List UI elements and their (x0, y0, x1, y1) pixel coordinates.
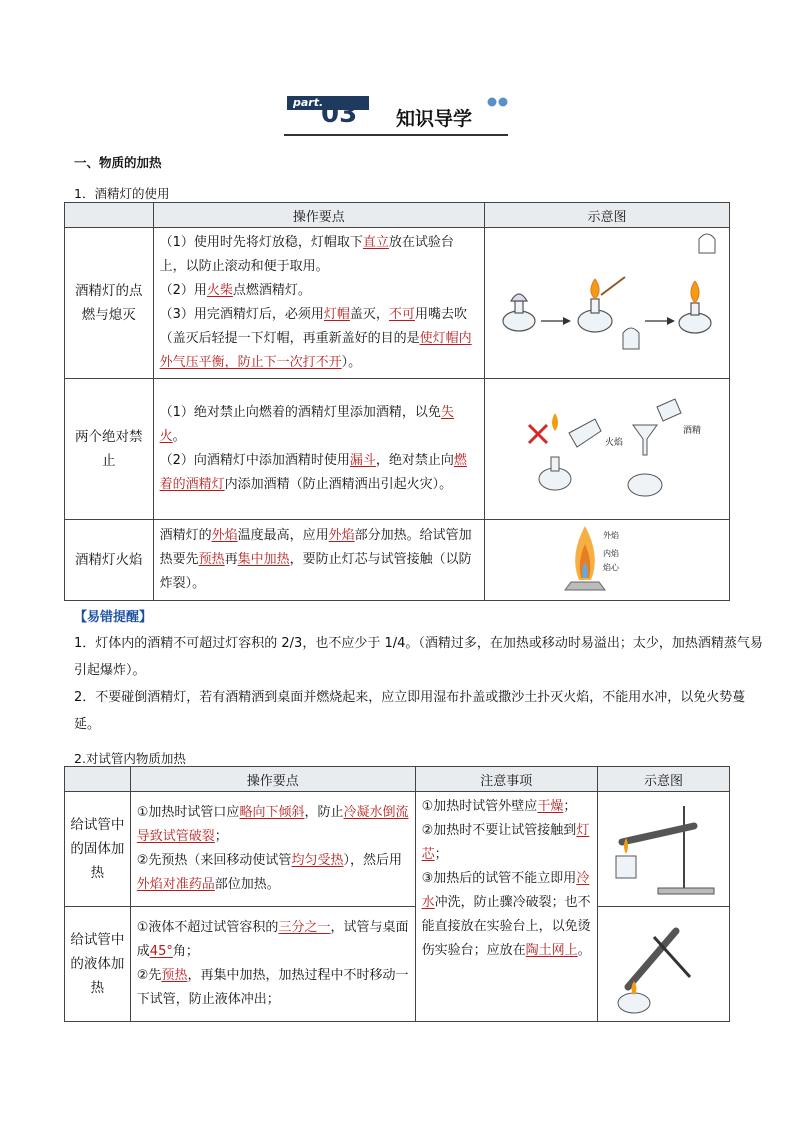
text: ②先 (136, 968, 162, 983)
table-row (65, 228, 730, 379)
text: ，防止 (304, 805, 344, 820)
funnel-refill-icon (628, 399, 681, 496)
liquid-heating-diagram (598, 907, 729, 1017)
section-heading: 一、物质的加热 (74, 155, 162, 170)
text: ； (434, 847, 448, 862)
text: ，再集中加热，加热过程中不时移动一下试管，防止液体冲出； (136, 968, 409, 1007)
cap-icon (623, 328, 639, 349)
lamp-lighting-diagram (485, 229, 729, 373)
lamp-burning-icon (679, 281, 711, 333)
header-diagram: 示意图 (597, 767, 729, 792)
row-label-text: 两个绝对禁止 (75, 429, 143, 469)
forbidden-refill-icon (529, 413, 601, 490)
text: ①加热时试管外壁应 (421, 799, 538, 814)
row-label-prohibitions (65, 379, 154, 520)
tips-title: 【易错提醒】 (74, 610, 153, 625)
fig-label-core: 焰心 (602, 563, 619, 572)
page-title: 知识导学 (396, 108, 473, 130)
answer-text: 灯帽 (323, 307, 350, 322)
text: ③加热后的试管不能立即用 (421, 871, 577, 886)
header-operation: 操作要点 (153, 203, 484, 228)
diagram-cell (484, 379, 729, 520)
text: 部位加热。 (214, 877, 280, 892)
row-label-text: 给试管中的固体加热 (70, 817, 125, 881)
answer-text: 三分之一 (278, 920, 331, 935)
answer-text: 预热 (161, 968, 188, 983)
row-label-light-extinguish (65, 228, 154, 379)
answer-text: 直立 (362, 235, 389, 250)
text: 点燃酒精灯。 (232, 283, 311, 298)
text: （1）使用时先将灯放稳，灯帽取下 (159, 235, 363, 250)
answer-text: 外焰 (328, 528, 355, 543)
answer-text: 使灯帽内外气压平衡，防止下一次打不开 (159, 331, 472, 370)
fig-label-outer: 外焰 (602, 531, 619, 540)
answer-text: 不可 (388, 307, 415, 322)
text: 盖灭， (349, 307, 389, 322)
answer-text: 干燥 (537, 799, 564, 814)
row-label-text: 酒精灯的点燃与熄灭 (75, 283, 143, 323)
text: ）。 (341, 355, 362, 370)
text: ； (214, 829, 228, 844)
header-blank (65, 203, 154, 228)
row-label-solid (65, 792, 131, 907)
operation-cell (153, 379, 484, 520)
row-label-text: 给试管中的液体加热 (70, 932, 125, 996)
answer-text: 灯芯 (421, 823, 590, 862)
answer-text: 外焰对准药品 (136, 877, 215, 892)
answer-text: 冷凝水倒流导致试管破裂 (136, 805, 409, 844)
row-label-liquid (65, 907, 131, 1022)
fig-label-inner: 内焰 (602, 549, 619, 558)
text: 再 (224, 552, 238, 567)
answer-text: 集中加热 (237, 552, 290, 567)
solid-heating-diagram (598, 792, 729, 902)
decor-dots-icon (486, 95, 510, 109)
text: （1）绝对禁止向燃着的酒精灯里添加酒精，以免 (159, 405, 441, 420)
text: （3）用完酒精灯后，必须用 (159, 307, 324, 322)
header-blank (65, 767, 131, 792)
header-operation: 操作要点 (130, 767, 415, 792)
text: 冲洗，防止骤冷破裂；也不能直接放在实验台上，以免烫伤实验台；应放在 (421, 895, 591, 958)
text: 角； (172, 944, 199, 959)
text: 用嘴去吹（盖灭后轻提一下灯帽，再重新盖好的目的是 (159, 307, 467, 346)
text: 放在试验台上，以防止滚动和便于取用。 (159, 235, 454, 274)
answer-text: 外焰 (211, 528, 238, 543)
header-diagram: 示意图 (484, 203, 729, 228)
text: ①加热时试管口应 (136, 805, 240, 820)
text: ，绝对禁止向 (375, 453, 454, 468)
answer-text: 失火 (159, 405, 454, 444)
table-row (65, 379, 730, 520)
diagram-cell (484, 228, 729, 379)
text: ），然后用 (343, 853, 402, 868)
text: 内添加酒精（防止酒精洒出引起火灾）。 (224, 477, 453, 492)
fig-label-alcohol: 酒精 (682, 426, 701, 436)
title-underline (284, 134, 508, 136)
text: （2）用 (159, 283, 207, 298)
subsection-heading-2: 2.对试管内物质加热 (74, 751, 186, 766)
alcohol-lamp-table (64, 202, 730, 601)
tip-1: 1．灯体内的酒精不可超过灯容积的 2/3，也不应少于 1/4。（酒精过多，在加热或移动时易溢出；太少，加热酒精蒸气易引起爆炸）。 (74, 636, 763, 678)
text: ②加热时不要让试管接触到 (421, 823, 577, 838)
notes-cell (415, 792, 597, 1022)
text: ，要防止灯芯与试管接触（以防炸裂）。 (159, 552, 472, 591)
fig-label-flame: 火焰 (604, 438, 623, 448)
lamp-icon (503, 294, 535, 331)
part-number: 03 (321, 99, 358, 129)
answer-text: 45° (149, 944, 173, 959)
text: ②先预热（来回移动使试管 (136, 853, 292, 868)
text: 酒精灯的 (159, 528, 212, 543)
answer-text: 略向下倾斜 (239, 805, 305, 820)
operation-cell (130, 907, 415, 1022)
text: 部分加热。给试管加热要先 (159, 528, 472, 567)
tip-2: 2．不要碰倒酒精灯，若有酒精洒到桌面并燃烧起来，应立即用湿布扑盖或撒沙土扑灭火焰，不能用水冲，以免火势蔓延。 (74, 690, 746, 732)
table-row (65, 520, 730, 601)
diagram-cell (597, 792, 729, 907)
answer-text: 燃着的酒精灯 (159, 453, 467, 492)
text: （2）向酒精灯中添加酒精时使用 (159, 453, 350, 468)
text: 。 (172, 429, 186, 444)
text: 温度最高，应用 (237, 528, 329, 543)
header-notes: 注意事项 (415, 767, 597, 792)
diagram-cell (484, 520, 729, 601)
lamp-lit-icon (578, 277, 625, 332)
answer-text: 陶土网上 (525, 943, 578, 958)
table-row (65, 792, 730, 907)
operation-cell (130, 792, 415, 907)
operation-cell (153, 228, 484, 379)
text: ； (563, 799, 577, 814)
operation-cell (153, 520, 484, 601)
answer-text: 漏斗 (349, 453, 376, 468)
answer-text: 预热 (198, 552, 225, 567)
diagram-cell (597, 907, 729, 1022)
part-label: part. (293, 96, 324, 109)
test-tube-heating-table (64, 766, 730, 1022)
subsection-heading-1: 1．酒精灯的使用 (74, 186, 170, 201)
text: ①液体不超过试管容积的 (136, 920, 279, 935)
cap-top-icon (699, 234, 715, 253)
row-label-flame (65, 520, 154, 601)
table-row (65, 907, 730, 1022)
row-label-text: 酒精灯火焰 (75, 552, 143, 568)
table-header-row (65, 203, 730, 228)
part-badge (287, 96, 369, 130)
answer-text: 均匀受热 (291, 853, 344, 868)
text: ，试管与桌面成 (136, 920, 409, 959)
text: 。 (577, 943, 591, 958)
answer-text: 火柴 (206, 283, 233, 298)
table-header-row (65, 767, 730, 792)
answer-text: 冷水 (421, 871, 590, 910)
